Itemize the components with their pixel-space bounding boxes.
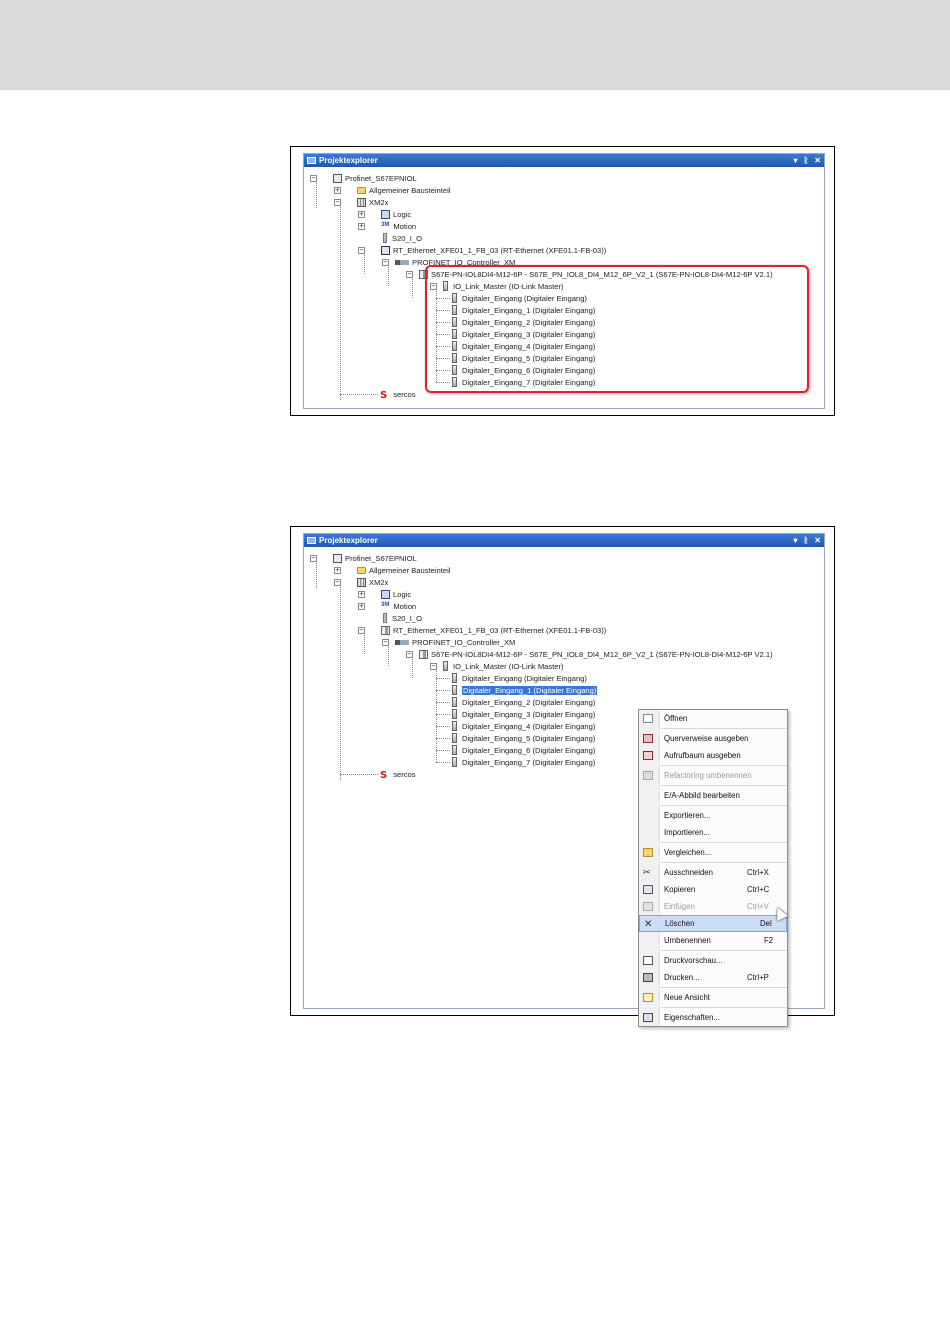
delete-icon: ✕ (644, 919, 653, 930)
dropdown-icon[interactable]: ▾ (793, 156, 798, 165)
collapse-toggle-icon[interactable]: − (335, 577, 340, 586)
expand-toggle-icon[interactable]: + (335, 565, 340, 574)
project-explorer-panel (303, 533, 825, 1022)
tree-item-label: Allgemeiner Bausteinteil (369, 565, 451, 575)
tree-item-profinet[interactable] (382, 636, 515, 648)
motion-icon: 3M (381, 221, 390, 228)
menu-item-import[interactable]: Importieren... (664, 828, 710, 837)
panel-title: Projektexplorer (319, 156, 378, 165)
tree-item-label: Logic (393, 589, 412, 599)
expand-toggle-icon[interactable]: + (359, 209, 364, 218)
tree-item-label: PROFINET_IO_Controller_XM (412, 637, 516, 647)
panel-title: Projektexplorer (319, 536, 378, 545)
channel-icon (452, 709, 457, 719)
collapse-toggle-icon[interactable]: − (359, 245, 364, 254)
collapse-toggle-icon[interactable]: − (311, 173, 316, 182)
tree-item-label: Allgemeiner Bausteinteil (369, 185, 451, 195)
tree-item-label: Digitaler_Eingang_6 (Digitaler Eingang) (462, 365, 596, 375)
menu-item-delete[interactable]: ✕ Löschen Del (639, 915, 787, 932)
tree-item-ethernet[interactable] (358, 244, 606, 256)
tree-item-label: S20_I_O (392, 613, 422, 623)
tree-item-label: Digitaler_Eingang_5 (Digitaler Eingang) (462, 353, 596, 363)
tree-item-label: Digitaler_Eingang_2 (Digitaler Eingang) (462, 317, 596, 327)
tree-item-label: PROFINET_IO_Controller_XM (412, 257, 516, 267)
menu-item-refactor-rename[interactable]: Refactoring umbenennen (639, 767, 787, 784)
compare-icon (643, 848, 653, 857)
slave-device-icon (419, 650, 428, 659)
pin-icon[interactable]: ᚱ (803, 536, 809, 545)
collapse-toggle-icon[interactable]: − (407, 269, 412, 278)
tree-item-logic[interactable] (358, 208, 411, 220)
tree-item-project[interactable] (310, 172, 417, 184)
profinet-icon (395, 640, 409, 645)
project-icon (333, 174, 342, 183)
tree-item-label: Logic (393, 209, 412, 219)
tree-item-channel[interactable] (436, 720, 595, 732)
menu-item-open[interactable]: Öffnen (639, 710, 787, 727)
tree-item-slave[interactable] (406, 648, 773, 660)
expand-toggle-icon[interactable]: + (359, 221, 364, 230)
explorer-icon (307, 537, 316, 544)
pin-icon[interactable]: ᚱ (803, 156, 809, 165)
tree-item-channel[interactable] (436, 744, 595, 756)
tree-item-label: S67E-PN-IOL8DI4-M12-6P - S67E_PN_IOL8_DI4_M12_6P_V2_1 (S67E-PN-IOL8-DI4-M12-6P V2.1) (431, 649, 773, 659)
tree-item-sercos[interactable] (340, 768, 416, 780)
io-module-icon (383, 613, 387, 623)
profinet-icon (395, 260, 409, 265)
paste-icon (643, 902, 653, 911)
tree-item-label: Digitaler_Eingang (Digitaler Eingang) (462, 293, 587, 303)
tree-item-device[interactable] (334, 576, 388, 588)
expand-toggle-icon[interactable]: + (359, 601, 364, 610)
tree-item-channel-selected[interactable] (436, 684, 597, 696)
tree-item-iolink[interactable] (430, 660, 564, 672)
tree-item-channel[interactable] (436, 756, 595, 768)
tree-item-label: Digitaler_Eingang (Digitaler Eingang) (462, 673, 587, 683)
sercos-icon: S (380, 389, 388, 401)
channel-icon (452, 757, 457, 767)
folder-icon (357, 567, 366, 574)
channel-icon (452, 673, 457, 683)
tree-item-label: RT_Ethernet_XFE01_1_FB_03 (RT-Ethernet (XFE01.1-FB-03)) (393, 625, 607, 635)
collapse-toggle-icon[interactable]: − (407, 649, 412, 658)
tree-item-label: sercos (393, 389, 416, 399)
collapse-toggle-icon[interactable]: − (359, 625, 364, 634)
dropdown-icon[interactable]: ▾ (793, 536, 798, 545)
channel-icon (452, 721, 457, 731)
tree-item-label: S20_I_O (392, 233, 422, 243)
tree-item-label: Motion (393, 221, 417, 231)
collapse-toggle-icon[interactable]: − (383, 637, 388, 646)
tree-item-label: XM2x (369, 197, 389, 207)
panel-titlebar (304, 154, 824, 167)
channel-icon (452, 745, 457, 755)
menu-item-call-tree[interactable]: Aufrufbaum ausgeben (639, 747, 787, 764)
collapse-toggle-icon[interactable]: − (311, 553, 316, 562)
refactor-icon (643, 771, 653, 780)
copy-icon (643, 885, 653, 894)
menu-item-cross-reference[interactable]: Querverweise ausgeben (639, 730, 787, 747)
print-icon (643, 973, 653, 982)
tree-item-motion[interactable] (358, 600, 416, 612)
tree-item-io[interactable] (381, 612, 422, 624)
page-header-band (0, 0, 950, 90)
tree-item-general[interactable] (334, 184, 450, 196)
tree-item-label: Digitaler_Eingang_1 (Digitaler Eingang) (462, 305, 596, 315)
figure-1-frame (290, 146, 835, 416)
call-tree-icon (643, 751, 653, 760)
tree-item-ethernet[interactable] (358, 624, 606, 636)
tree-item-label: IO_Link_Master (IO-Link Master) (453, 281, 564, 291)
tree-item-project[interactable] (310, 552, 417, 564)
menu-item-print-preview[interactable]: Druckvorschau... (639, 952, 787, 969)
control-device-icon (357, 198, 366, 207)
tree-item-logic[interactable] (358, 588, 411, 600)
collapse-toggle-icon[interactable]: − (383, 257, 388, 266)
print-preview-icon (643, 956, 653, 965)
panel-titlebar (304, 534, 824, 547)
tree-item-label: Digitaler_Eingang_7 (Digitaler Eingang) (462, 757, 596, 767)
tree-item-label: Digitaler_Eingang_6 (Digitaler Eingang) (462, 745, 596, 755)
channel-icon (452, 733, 457, 743)
tree-item-motion[interactable] (358, 220, 416, 232)
new-view-icon (643, 993, 653, 1002)
tree-item-label: Digitaler_Eingang_1 (Digitaler Eingang) (463, 685, 597, 695)
figure-2-frame (290, 526, 835, 1022)
sercos-icon: S (380, 769, 388, 781)
tree-item-device[interactable] (334, 196, 388, 208)
cross-reference-icon (643, 734, 653, 743)
collapse-toggle-icon[interactable]: − (335, 197, 340, 206)
logic-icon (381, 210, 390, 219)
close-icon[interactable]: ✕ (814, 156, 821, 165)
menu-item-print[interactable]: Drucken... Ctrl+P (639, 969, 787, 986)
iolink-master-icon (443, 661, 448, 671)
control-device-icon (357, 578, 366, 587)
tree-item-channel[interactable] (436, 672, 587, 684)
project-icon (333, 554, 342, 563)
tree-item-label: Profinet_S67EPNIOL (345, 553, 417, 563)
collapse-toggle-icon[interactable]: − (431, 661, 436, 670)
tree-item-label: sercos (393, 769, 416, 779)
tree-item-label: Motion (393, 601, 417, 611)
collapse-toggle-icon[interactable]: − (431, 281, 436, 290)
tree-item-label: Digitaler_Eingang_4 (Digitaler Eingang) (462, 721, 596, 731)
tree-item-label: Digitaler_Eingang_4 (Digitaler Eingang) (462, 341, 596, 351)
context-menu (638, 709, 788, 1027)
tree-item-channel[interactable] (436, 696, 595, 708)
menu-item-edit-io-image[interactable]: E/A-Abbild bearbeiten (664, 791, 740, 800)
tree-item-label: IO_Link_Master (IO-Link Master) (453, 661, 564, 671)
tree-item-label: Digitaler_Eingang_7 (Digitaler Eingang) (462, 377, 596, 387)
menu-item-new-view[interactable]: Neue Ansicht (639, 989, 787, 1006)
tree-item-label: XM2x (369, 577, 389, 587)
menu-item-compare[interactable]: Vergleichen... (639, 844, 787, 861)
open-icon (643, 714, 653, 723)
project-explorer-panel (303, 153, 825, 409)
tree-item-label: Profinet_S67EPNIOL (345, 173, 417, 183)
tree-item-label: S67E-PN-IOL8DI4-M12-6P - S67E_PN_IOL8_DI4_M12_6P_V2_1 (S67E-PN-IOL8-DI4-M12-6P V2.1) (431, 269, 773, 279)
tree-item-label: Digitaler_Eingang_5 (Digitaler Eingang) (462, 733, 596, 743)
highlight-box (425, 265, 809, 393)
ethernet-icon (381, 626, 390, 635)
menu-item-rename[interactable]: Umbenennen F2 (664, 936, 774, 945)
tree-item-label: RT_Ethernet_XFE01_1_FB_03 (RT-Ethernet (XFE01.1-FB-03)) (393, 245, 607, 255)
logic-icon (381, 590, 390, 599)
ethernet-icon (381, 246, 390, 255)
tree-item-channel[interactable] (436, 708, 595, 720)
tree-item-label: Digitaler_Eingang_2 (Digitaler Eingang) (462, 697, 596, 707)
expand-toggle-icon[interactable]: + (335, 185, 340, 194)
tree-item-io[interactable] (381, 232, 422, 244)
cut-icon: ✂ (643, 867, 651, 877)
menu-item-copy[interactable]: Kopieren Ctrl+C (639, 881, 787, 898)
channel-icon (452, 685, 457, 695)
explorer-icon (307, 157, 316, 164)
tree-item-sercos[interactable] (340, 388, 416, 400)
tree-item-channel[interactable] (436, 732, 595, 744)
motion-icon: 3M (381, 601, 390, 608)
expand-toggle-icon[interactable]: + (359, 589, 364, 598)
io-module-icon (383, 233, 387, 243)
close-icon[interactable]: ✕ (814, 536, 821, 545)
channel-icon (452, 697, 457, 707)
menu-item-cut[interactable]: ✂ Ausschneiden Ctrl+X (643, 867, 769, 877)
folder-icon (357, 187, 366, 194)
menu-item-paste[interactable]: Einfügen Ctrl+V (639, 898, 787, 915)
menu-item-export[interactable]: Exportieren... (664, 811, 711, 820)
tree-item-label: Digitaler_Eingang_3 (Digitaler Eingang) (462, 709, 596, 719)
tree-item-general[interactable] (334, 564, 450, 576)
tree-item-label: Digitaler_Eingang_3 (Digitaler Eingang) (462, 329, 596, 339)
menu-item-properties[interactable]: Eigenschaften... (639, 1009, 787, 1026)
properties-icon (643, 1013, 653, 1022)
